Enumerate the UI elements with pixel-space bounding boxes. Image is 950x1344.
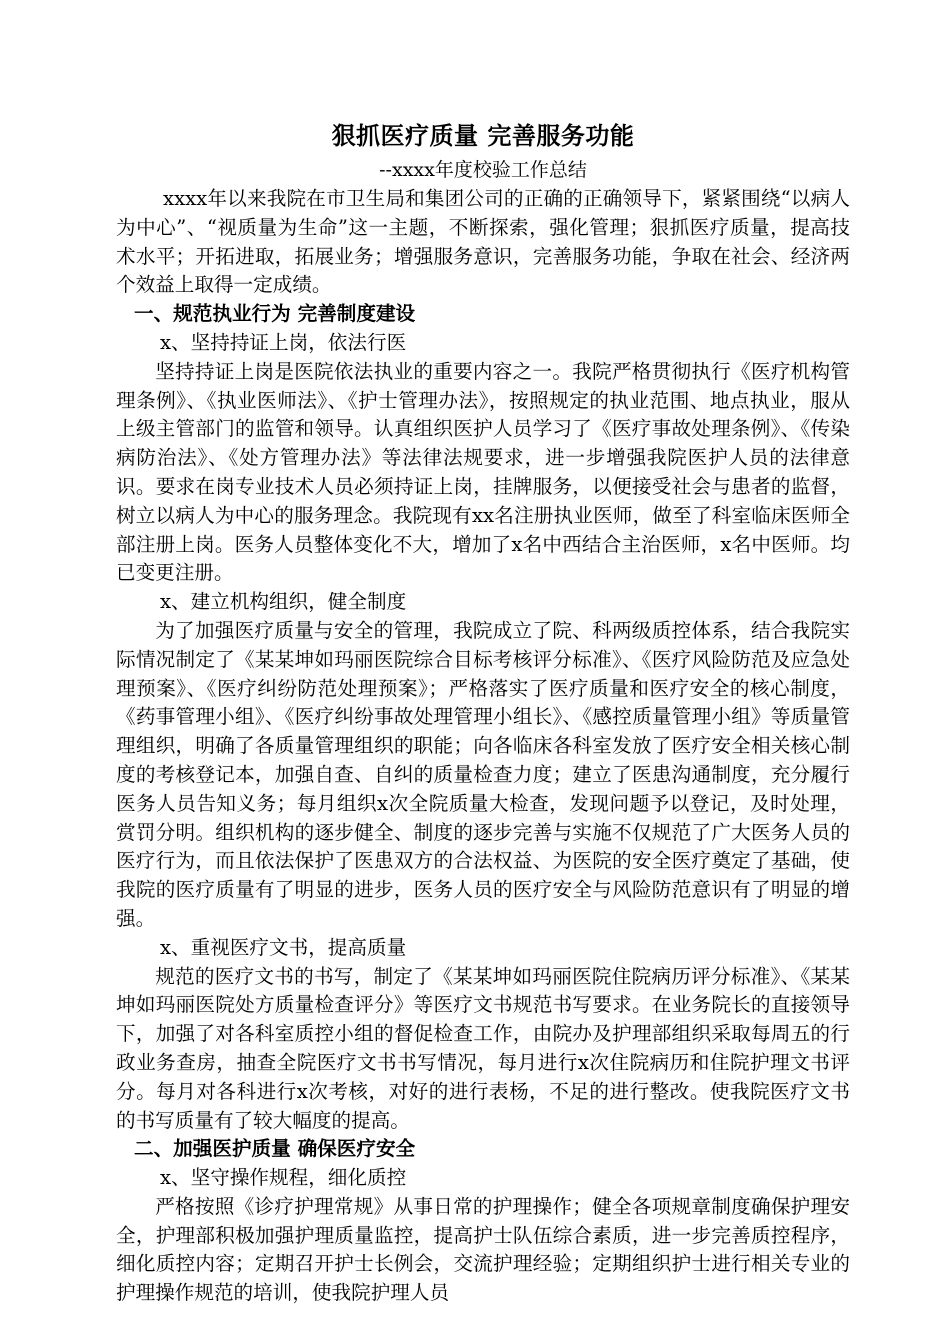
body-paragraph: 严格按照《诊疗护理常规》从事日常的护理操作；健全各项规章制度确保护理安全，护理部积极加强护理质量监控，提高护士队伍综合素质，进一步完善质控程序，细化质控内容；定期召开护士长例会，交流护理经验；定期组织护士进行相关专业的护理操作规范的培训，使我院护理人员 bbox=[116, 1194, 850, 1305]
section-heading: 一、规范执业行为 完善制度建设 bbox=[134, 302, 416, 326]
body-paragraph: 为了加强医疗质量与安全的管理，我院成立了院、科两级质控体系，结合我院实际情况制定了《某某坤如玛丽医院综合目标考核评分标准》、《医疗风险防范及应急处理预案》、《医疗纠纷防范处理预案》；严格落实了医疗质量和医疗安全的核心制度，《药事管理小组》、《医疗纠纷事故处理管理小组长》、《感控质量管理小组》等质量管理组织，明确了各质量管理组织的职能；向各临床各科室发放了医疗安全相关核心制度的考核登记本，加强自查、自纠的质量检查力度；建立了医患沟通制度，充分履行医务人员告知义务；每月组织x次全院质量大检查，发现问题予以登记，及时处理，赏罚分明。组织机构的逐步健全、制度的逐步完善与实施不仅规范了广大医务人员的医疗行为，而且依法保护了医患双方的合法权益、为医院的安全医疗奠定了基础，使我院的医疗质量有了明显的进步，医务人员的医疗安全与风险防范意识有了明显的增强。 bbox=[116, 618, 850, 930]
document-title: 狠抓医疗质量 完善服务功能 bbox=[331, 122, 635, 150]
subsection-heading: x、重视医疗文书，提高质量 bbox=[160, 935, 407, 959]
subsection-heading: x、坚持持证上岗，依法行医 bbox=[160, 330, 407, 354]
document-subtitle: --xxxx年度校验工作总结 bbox=[379, 159, 587, 181]
body-paragraph: 规范的医疗文书的书写，制定了《某某坤如玛丽医院住院病历评分标准》、《某某坤如玛丽医院处方质量检查评分》等医疗文书规范书写要求。在业务院长的直接领导下，加强了对各科室质控小组的督促检查工作，由院办及护理部组织采取每周五的行政业务查房，抽查全院医疗文书书写情况，每月进行x次住院病历和住院护理文书评分。每月对各科进行x次考核，对好的进行表杨，不足的进行整改。使我院医疗文书的书写质量有了较大幅度的提高。 bbox=[116, 964, 850, 1132]
subsection-heading: x、坚守操作规程，细化质控 bbox=[160, 1166, 407, 1190]
document-page bbox=[116, 116, 850, 1308]
section-heading: 二、加强医护质量 确保医疗安全 bbox=[134, 1137, 416, 1161]
body-paragraph: 坚持持证上岗是医院依法执业的重要内容之一。我院严格贯彻执行《医疗机构管理条例》、《执业医师法》、《护士管理办法》，按照规定的执业范围、地点执业，服从上级主管部门的监管和领导。认真组织医护人员学习了《医疗事故处理条例》、《传染病防治法》、《处方管理办法》等法律法规要求，进一步增强我院医护人员的法律意识。要求在岗专业技术人员必须持证上岗，挂牌服务，以便接受社会与患者的监督，树立以病人为中心的服务理念。我院现有xx名注册执业医师，做至了科室临床医师全部注册上岗。医务人员整体变化不大，增加了x名中西结合主治医师，x名中医师。均已变更注册。 bbox=[116, 359, 850, 585]
intro-paragraph: xxxx年以来我院在市卫生局和集团公司的正确的正确领导下，紧紧围绕“以病人为中心”、“视质量为生命”这一主题，不断探索，强化管理；狠抓医疗质量，提高技术水平；开拓进取，拓展业务；增强服务意识，完善服务功能，争取在社会、经济两个效益上取得一定成绩。 bbox=[116, 187, 850, 297]
subsection-heading: x、建立机构组织，健全制度 bbox=[160, 590, 407, 614]
